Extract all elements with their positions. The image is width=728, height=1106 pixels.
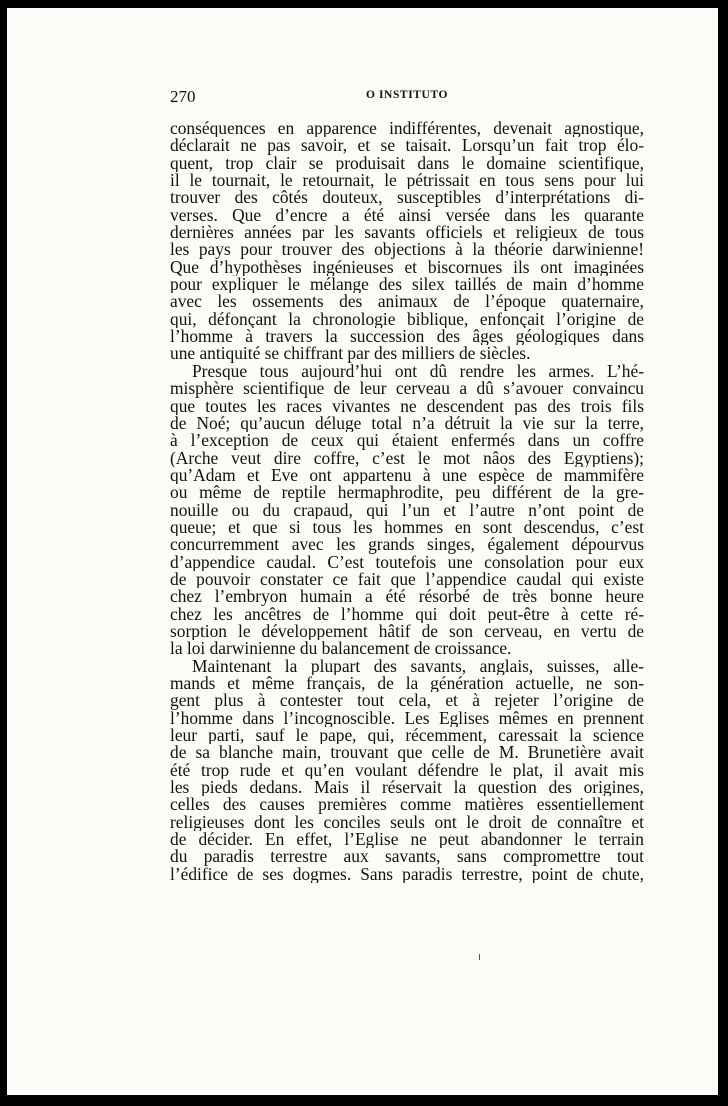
text-line: pour expliquer le mélange des silex taillés de main d’homme [170, 276, 644, 294]
paragraph-3 [170, 658, 644, 883]
text-line: conséquences en apparence indifférentes, devenait agnostique, [170, 120, 644, 138]
text-line: une antiquité se chiffrant par des milliers de siècles. [170, 345, 531, 363]
text-line: Que d’hypothèses ingénieuses et biscornues ils ont imaginées [170, 258, 644, 277]
text-line: dernières années par les savants officiels et religieux de tous [170, 224, 644, 242]
document-page [7, 8, 718, 1095]
text-line: gent plus à contester tout cela, et à rejeter l’origine de [170, 692, 644, 710]
text-line: de Noé; qu’aucun déluge total n’a détruit la vie sur la terre, [170, 414, 644, 433]
text-line: misphère scientifique de leur cerveau a dû s’avouer convaincu [170, 380, 644, 398]
text-line: quent, trop clair se produisait dans le domaine scientifique, [170, 154, 644, 173]
paragraph-1 [170, 120, 644, 363]
text-line: religieuses dont les conciles seuls ont le droit de connaître et [170, 813, 644, 832]
paragraph-2 [170, 363, 644, 658]
page-number: 270 [170, 87, 196, 106]
text-line: il le tournait, le retournait, le pétrissait en tous sens pour lui [170, 172, 644, 190]
text-line: que toutes les races vivantes ne descendent pas des trois fils [170, 397, 644, 415]
text-line: (Arche veut dire coffre, c’est le mot nâos des Egyptiens); [170, 449, 644, 467]
text-line: été trop rude et qu’en voulant défendre le plat, il avait mis [170, 761, 644, 780]
text-line: chez les ancêtres de l’homme qui doit peut-être à cette ré- [170, 605, 644, 623]
text-line: à l’exception de ceux qui étaient enfermés dans un coffre [170, 432, 644, 450]
text-line: de décider. En effet, l’Eglise ne peut abandonner le terrain [170, 831, 644, 849]
text-line: ou même de reptile hermaphrodite, peu différent de la gre- [170, 484, 644, 502]
text-line: leur parti, sauf le pape, qui, récemment, caressait la science [170, 727, 644, 745]
text-line: de pouvoir constater ce fait que l’appendice caudal qui existe [170, 570, 644, 589]
text-line: qui, défonçant la chronologie biblique, enfonçait l’origine de [170, 310, 644, 329]
text-line: la loi darwinienne du balancement de croissance. [170, 640, 512, 658]
text-line: l’homme dans l’incognoscible. Les Eglises mêmes en prennent [170, 709, 644, 728]
text-line: trouver des côtés douteux, susceptibles d’interprétations di- [170, 189, 644, 207]
page-header [170, 87, 644, 107]
text-line: Presque tous aujourd’hui ont dû rendre les armes. L’hé- [192, 362, 644, 381]
text-line: d’appendice caudal. C’est toutefois une consolation pour eux [170, 553, 644, 571]
text-line: sorption le développement hâtif de son cerveau, en vertu de [170, 622, 644, 641]
text-line: chez l’embryon humain a été résorbé de très bonne heure [170, 588, 644, 606]
text-line: avec les ossements des animaux de l’époque quaternaire, [170, 293, 644, 311]
text-line: nouille ou du crapaud, qui l’un et l’autre n’ont point de [170, 501, 644, 519]
text-line: l’homme à travers la succession des âges géologiques dans [170, 328, 644, 346]
text-line: concurremment avec les grands singes, également dépourvus [170, 536, 644, 554]
text-line: Maintenant la plupart des savants, anglais, suisses, alle- [192, 657, 644, 675]
text-line: mands et même français, de la génération actuelle, ne son- [170, 675, 644, 693]
ink-mark [479, 954, 480, 960]
text-line: les pieds dedans. Mais il réservait la question des origines, [170, 779, 644, 797]
body-text [170, 120, 644, 883]
text-line: du paradis terrestre aux savants, sans compromettre tout [170, 848, 644, 866]
text-line: déclarait ne pas savoir, et se taisait. Lorsqu’un fait trop élo- [170, 137, 644, 155]
text-line: queue; et que si tous les hommes en sont descendus, c’est [170, 518, 644, 537]
running-title: O INSTITUTO [365, 89, 449, 101]
text-line: celles des causes premières comme matières essentiellement [170, 796, 644, 814]
text-line: verses. Que d’encre a été ainsi versée dans les quarante [170, 206, 644, 225]
text-line: l’édifice de ses dogmes. Sans paradis terrestre, point de chute, [170, 865, 644, 884]
text-line: les pays pour trouver des objections à la théorie darwinienne! [170, 241, 644, 259]
text-line: qu’Adam et Eve ont appartenu à une espèce de mammifère [170, 466, 644, 485]
text-line: de sa blanche main, trouvant que celle de M. Brunetière avait [170, 744, 644, 762]
